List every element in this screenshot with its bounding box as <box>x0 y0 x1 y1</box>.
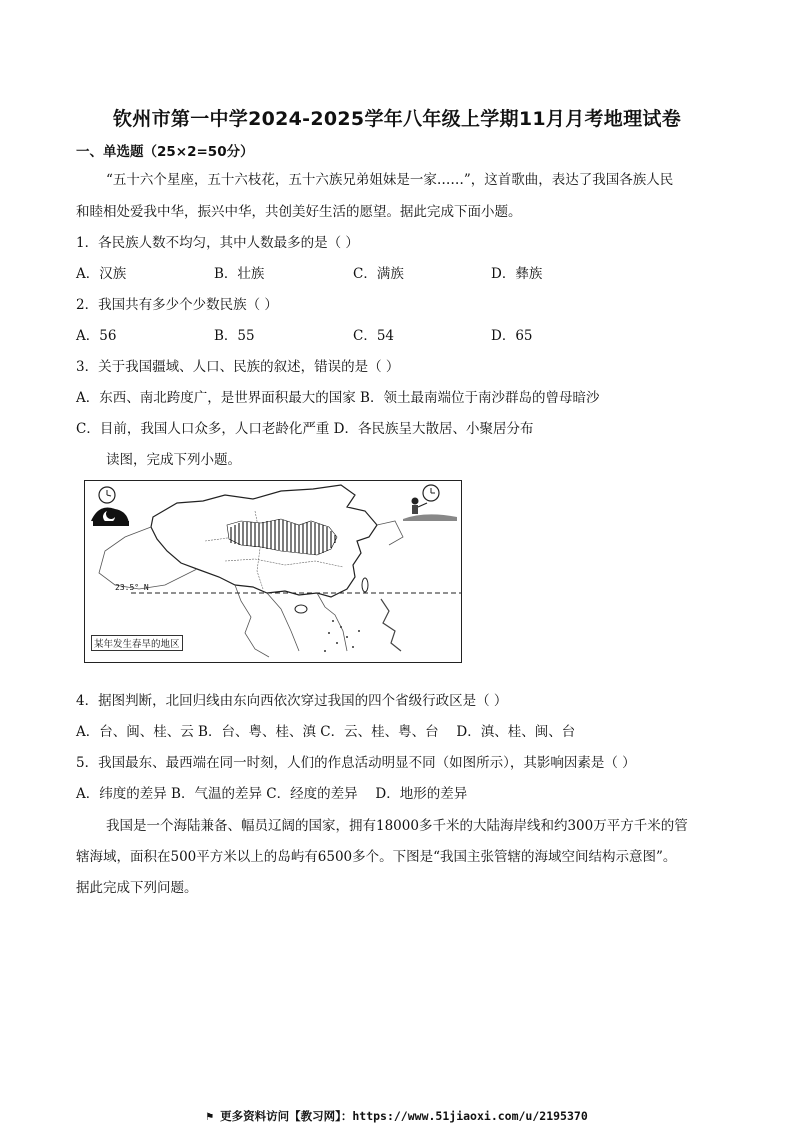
intro2: 读图，完成下列小题。 <box>106 452 241 468</box>
page-title: 钦州市第一中学2024-2025学年八年级上学期11月月考地理试卷 <box>113 108 681 130</box>
q3-stem: 3．关于我国疆域、人口、民族的叙述，错误的是（ ） <box>76 359 400 375</box>
q4-options: A．台、闽、桂、云 B．台、粤、桂、滇 C．云、桂、粤、台 D．滇、桂、闽、台 <box>76 724 576 740</box>
intro1-line1: “五十六个星座，五十六枝花，五十六族兄弟姐妹是一家……”，这首歌曲，表达了我国各族人民 <box>106 172 674 188</box>
q1-option-c: C．满族 <box>353 266 404 282</box>
q5-stem: 5．我国最东、最西端在同一时刻，人们的作息活动明显不同（如图所示），其影响因素是（ ） <box>76 755 636 771</box>
intro3-line2: 辖海域，面积在500平方米以上的岛屿有6500多个。下图是“我国主张管辖的海域空间结构示意图”。 <box>76 849 677 865</box>
q2-option-b: B．55 <box>214 328 255 344</box>
south-sea-islands <box>324 620 360 652</box>
china-map-figure <box>84 480 462 663</box>
clock-icon-west <box>99 487 115 503</box>
q3-options-ab: A．东西、南北跨度广，是世界面积最大的国家 B．领土最南端位于南沙群岛的曾母暗沙 <box>76 390 600 406</box>
intro3-line3: 据此完成下列问题。 <box>76 880 198 896</box>
q1-option-a: A．汉族 <box>76 266 127 282</box>
q1-stem: 1．各民族人数不均匀，其中人数最多的是（ ） <box>76 235 359 251</box>
q2-stem: 2．我国共有多少个少数民族（ ） <box>76 297 278 313</box>
drought-region <box>227 519 337 555</box>
clock-icon-east <box>423 485 439 501</box>
footer-text: 更多资料访问【教习网】：https://www.51jiaoxi.com/u/2195370 <box>220 1109 588 1123</box>
q1-option-d: D．彝族 <box>491 266 543 282</box>
map-caption: 某年发生春旱的地区 <box>91 635 183 651</box>
q2-option-d: D．65 <box>491 328 533 344</box>
intro3-line1: 我国是一个海陆兼备、幅员辽阔的国家，拥有18000多千米的大陆海岸线和约300万平方千米的管 <box>106 818 688 834</box>
night-scene-icon <box>91 508 129 527</box>
section-heading: 一、单选题（25×2=50分） <box>76 144 254 160</box>
q1-option-b: B．壮族 <box>214 266 265 282</box>
flag-icon: ⚑ <box>206 1109 221 1123</box>
intro1-line2: 和睦相处爱我中华，振兴中华，共创美好生活的愿望。据此完成下面小题。 <box>76 204 522 220</box>
q4-stem: 4．据图判断，北回归线由东向西依次穿过我国的四个省级行政区是（ ） <box>76 693 508 709</box>
q3-options-cd: C．目前，我国人口众多，人口老龄化严重 D．各民族呈大散居、小聚居分布 <box>76 421 534 437</box>
q5-options: A．纬度的差异 B．气温的差异 C．经度的差异 D．地形的差异 <box>76 786 468 802</box>
latitude-label: 23.5° N <box>115 583 149 592</box>
q2-option-c: C．54 <box>353 328 395 344</box>
footer-link[interactable] <box>0 1108 794 1124</box>
q2-option-a: A．56 <box>76 328 117 344</box>
